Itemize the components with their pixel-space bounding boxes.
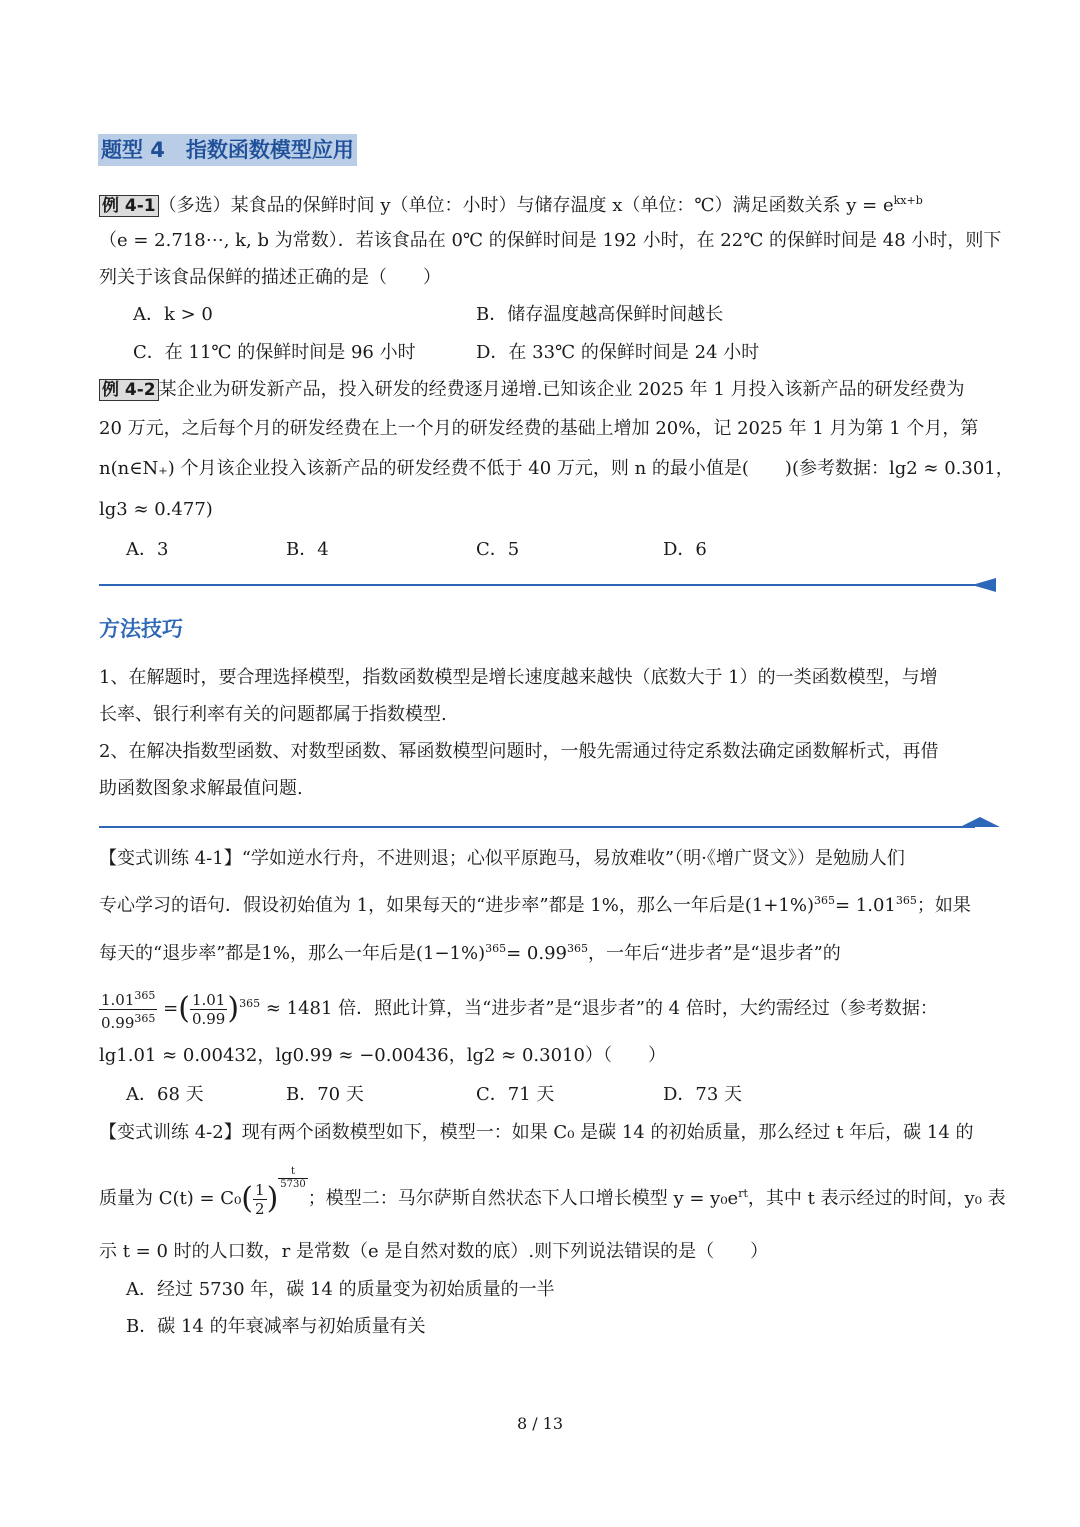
exponent-fraction: $\frac{t}{5730}$ <box>280 1166 306 1190</box>
variant-4-1-line-2: 专心学习的语句．假设初始值为 1，如果每天的“进步率”都是 1%，那么一年后是$(1+1\%)^{365}= 1.01^{365}$；如果 <box>99 894 971 916</box>
divider-arrow-icon <box>960 817 1000 827</box>
example-4-2-line-3: n(n∈N₊) 个月该企业投入该新产品的研发经费不低于 40 万元，则 n 的最小值是( )(参考数据：lg2 ≈ 0.301， <box>99 458 1014 479</box>
option-b: B．4 <box>286 539 329 560</box>
method-point-1-a: 1、在解题时，要合理选择模型，指数函数模型是增长速度越来越快（底数大于 1）的一类函数模型，与增 <box>99 667 938 688</box>
example-4-1-line-3: 列关于该食品保鲜的描述正确的是（ ） <box>99 267 441 288</box>
fraction: $\frac{1.01^{365}}{0.99^{365}}$ <box>101 988 156 1032</box>
option-c: C．71 天 <box>476 1084 555 1105</box>
option-b: B．70 天 <box>286 1084 364 1105</box>
variant-4-1-line-1: 【变式训练 4-1】“学如逆水行舟，不进则退；心似平原跑马，易放难收”（明·《增广贤文》）是勉励人们 <box>99 848 905 869</box>
variant-4-1-line-4: $\frac{1.01^{365}}{0.99^{365}}$ =( $\frac{1.01}{0.99}$ )$^{365}$ ≈ 1481 倍．照此计算，当“进步者”是“退步者”的 4 倍时，大约需经过（参考数据： <box>101 988 938 1032</box>
example-label: 例 4-1 <box>99 195 159 217</box>
option-c: C．5 <box>476 539 520 560</box>
page-number: 8 / 13 <box>516 1414 564 1433</box>
option-d: D．6 <box>663 539 707 560</box>
method-point-2-a: 2、在解决指数型函数、对数型函数、幂函数模型问题时，一般先需通过待定系数法确定函数解析式，再借 <box>99 741 939 762</box>
example-4-2-line-2: 20 万元，之后每个月的研发经费在上一个月的研发经费的基础上增加 20%，记 2025 年 1 月为第 1 个月，第 <box>99 418 979 439</box>
method-point-2-b: 助函数图象求解最值问题. <box>99 778 303 799</box>
example-4-2-line-1: 例 4-2 某企业为研发新产品，投入研发的经费逐月递增.已知该企业 2025 年 1 月投入该新产品的研发经费为 <box>99 378 965 402</box>
variant-4-1-line-5: lg1.01 ≈ 0.00432，lg0.99 ≈ −0.00436，lg2 ≈ 0.3010）（ ） <box>99 1045 666 1066</box>
divider-line <box>99 584 979 586</box>
example-4-1-line-1: 例 4-1 （多选）某食品的保鲜时间 y（单位：小时）与储存温度 x（单位：℃）满足函数关系 $y = e^{kx+b}$ <box>99 189 923 218</box>
example-label: 例 4-2 <box>99 379 159 401</box>
fraction: $\frac{1}{2}$ <box>255 1180 265 1218</box>
example-4-1-line-2: （e = 2.718⋯, k, b 为常数）．若该食品在 0℃ 的保鲜时间是 192 小时，在 22℃ 的保鲜时间是 48 小时，则下 <box>99 230 1002 251</box>
option-b: B．储存温度越高保鲜时间越长 <box>476 304 724 325</box>
method-point-1-b: 长率、银行利率有关的问题都属于指数模型. <box>99 704 447 725</box>
method-title: 方法技巧 <box>99 617 183 641</box>
option-d: D．在 33℃ 的保鲜时间是 24 小时 <box>476 342 760 363</box>
divider-arrow-icon <box>972 578 996 592</box>
option-a: A．68 天 <box>126 1084 204 1105</box>
option-a: A．k > 0 <box>133 304 213 325</box>
variant-4-2-line-2: 质量为 C(t) = C₀( $\frac{1}{2}$ ) $\frac{t}{5730}$ ；模型二：马尔萨斯自然状态下人口增长模型 $y = y_0e^{rt}$，其中 t 表示经过的时间，y₀ 表 <box>99 1166 1006 1218</box>
variant-4-1-line-3: 每天的“退步率”都是1%，那么一年后是$(1-1\%)^{365}= 0.99^{365}$，一年后“进步者”是“退步者”的 <box>99 942 841 964</box>
option-a: A．经过 5730 年，碳 14 的质量变为初始质量的一半 <box>126 1279 555 1300</box>
fraction: $\frac{1.01}{0.99}$ <box>191 990 226 1028</box>
variant-4-2-line-3: 示 t = 0 时的人口数，r 是常数（e 是自然对数的底）.则下列说法错误的是（ ） <box>99 1241 769 1262</box>
option-c: C．在 11℃ 的保鲜时间是 96 小时 <box>133 342 416 363</box>
option-b: B．碳 14 的年衰减率与初始质量有关 <box>126 1316 426 1337</box>
divider-line <box>99 826 975 828</box>
example-4-2-line-4: lg3 ≈ 0.477) <box>99 499 213 520</box>
option-d: D．73 天 <box>663 1084 743 1105</box>
variant-4-2-line-1: 【变式训练 4-2】现有两个函数模型如下，模型一：如果 C₀ 是碳 14 的初始质量，那么经过 t 年后，碳 14 的 <box>99 1122 974 1143</box>
option-a: A．3 <box>126 539 169 560</box>
section-title: 题型 4 指数函数模型应用 <box>98 134 357 166</box>
